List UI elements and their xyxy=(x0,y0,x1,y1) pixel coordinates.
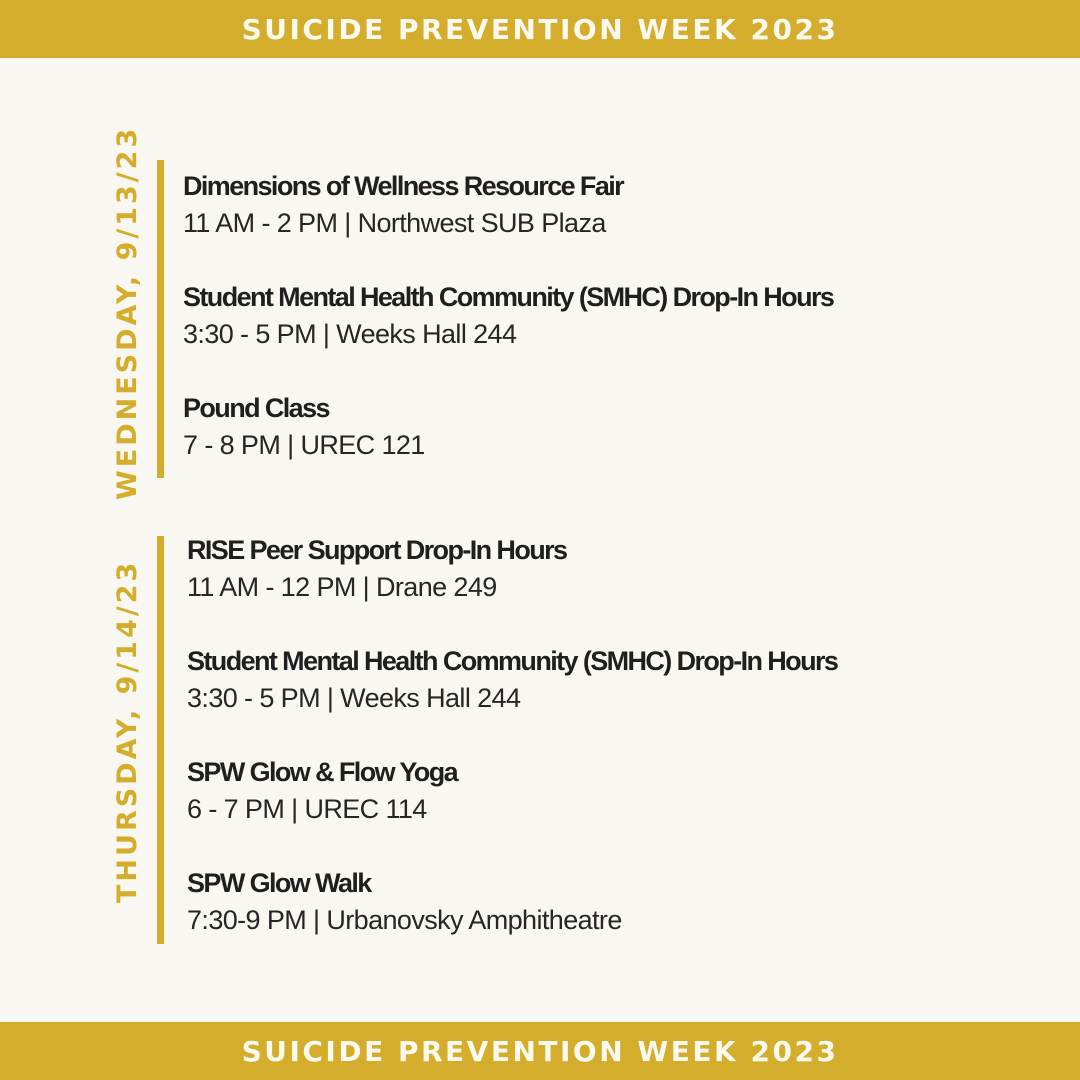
event-detail: 11 AM - 12 PM | Drane 249 xyxy=(187,572,497,602)
event-title: Student Mental Health Community (SMHC) Drop-In Hours xyxy=(187,646,838,676)
event-detail: 3:30 - 5 PM | Weeks Hall 244 xyxy=(187,683,521,713)
day-label-wednesday: WEDNESDAY, 9/13/23 xyxy=(112,125,143,500)
day-divider-wednesday xyxy=(157,160,164,478)
event-detail: 11 AM - 2 PM | Northwest SUB Plaza xyxy=(183,208,606,238)
event-title: Dimensions of Wellness Resource Fair xyxy=(183,171,624,201)
event-item xyxy=(187,643,837,717)
event-title: SPW Glow & Flow Yoga xyxy=(187,757,458,787)
top-banner-text: SUICIDE PREVENTION WEEK 2023 xyxy=(241,12,839,46)
day-divider-thursday xyxy=(157,536,164,944)
event-item xyxy=(187,865,622,939)
event-item xyxy=(183,390,425,464)
bottom-banner-text: SUICIDE PREVENTION WEEK 2023 xyxy=(241,1034,839,1068)
bottom-banner xyxy=(0,1022,1080,1080)
event-detail: 6 - 7 PM | UREC 114 xyxy=(187,794,427,824)
event-item xyxy=(183,168,623,242)
event-title: Pound Class xyxy=(183,393,329,423)
event-detail: 7 - 8 PM | UREC 121 xyxy=(183,430,425,460)
event-item xyxy=(187,532,566,606)
event-title: RISE Peer Support Drop-In Hours xyxy=(187,535,567,565)
day-label-thursday: THURSDAY, 9/14/23 xyxy=(112,559,143,903)
event-title: Student Mental Health Community (SMHC) Drop-In Hours xyxy=(183,282,834,312)
event-item xyxy=(183,279,833,353)
top-banner xyxy=(0,0,1080,58)
event-detail: 3:30 - 5 PM | Weeks Hall 244 xyxy=(183,319,517,349)
event-item xyxy=(187,754,457,828)
event-detail: 7:30-9 PM | Urbanovsky Amphitheatre xyxy=(187,905,622,935)
event-title: SPW Glow Walk xyxy=(187,868,371,898)
